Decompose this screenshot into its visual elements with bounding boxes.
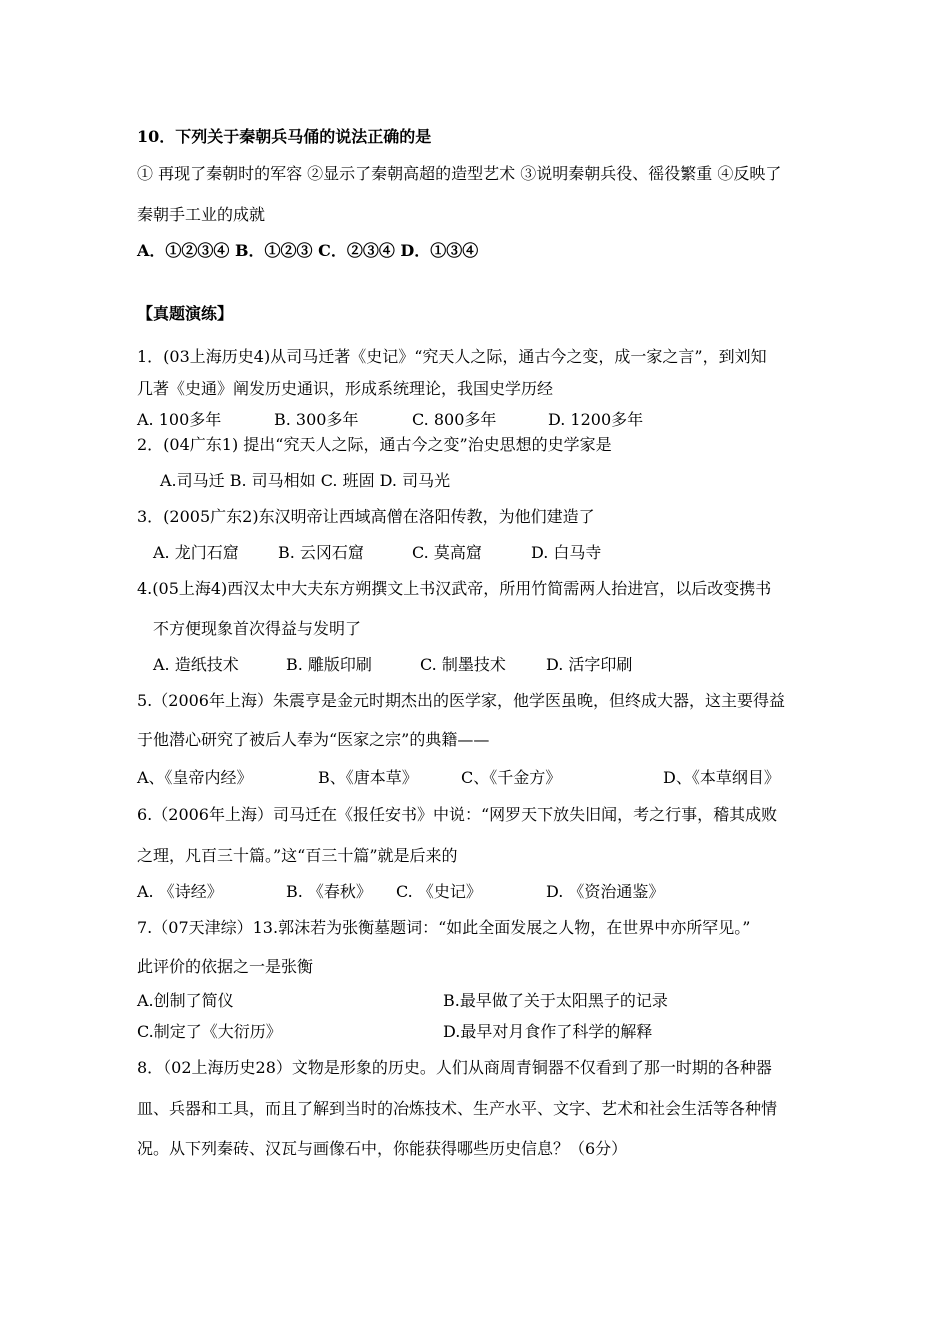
q10-items-line1: ① 再现了秦朝时的军容 ②显示了秦朝高超的造型艺术 ③说明秦朝兵役、徭役繁重 ④反映了 [137,164,782,183]
q1-option-d: D. 1200多年 [548,410,644,429]
q10-options: A．①②③④ B．①②③ C．②③④ D．①③④ [137,241,479,260]
q7-option-a: A.创制了简仪 [137,991,234,1010]
q8-line1: 8．（02上海历史28）文物是形象的历史。人们从商周青铜器不仅看到了那一时期的各种器 [137,1058,772,1077]
q6-option-d: D. 《资治通鉴》 [546,882,665,901]
q4-option-a: A. 造纸技术 [153,655,239,674]
q4-line2: 不方便现象首次得益与发明了 [153,619,362,638]
q8-line3: 况。从下列秦砖、汉瓦与画像石中，你能获得哪些历史信息？（6分） [137,1139,628,1158]
q1-line1: 1．(03上海历史4)从司马迁著《史记》“究天人之际，通古今之变，成一家之言”，到刘知 [137,347,767,366]
q5-option-a: A、《皇帝内经》 [137,768,253,787]
q2-options: A.司马迁 B. 司马相如 C. 班固 D. 司马光 [160,471,451,490]
q10-items-line2: 秦朝手工业的成就 [137,205,266,224]
q1-line2: 几著《史通》阐发历史通识，形成系统理论，我国史学历经 [137,379,554,398]
q4-option-c: C. 制墨技术 [420,655,506,674]
q7-line2: 此评价的依据之一是张衡 [137,957,314,976]
q5-line2: 于他潜心研究了被后人奉为“医家之宗”的典籍—— [137,730,490,749]
q4-option-b: B. 雕版印刷 [286,655,372,674]
q10-stem: 10．下列关于秦朝兵马俑的说法正确的是 [137,127,432,146]
q4-line1: 4.(05上海4)西汉太中大夫东方朔撰文上书汉武帝，所用竹简需两人抬进宫，以后改变携书 [137,579,772,598]
q6-option-b: B. 《春秋》 [286,882,372,901]
q7-option-c: C.制定了《大衍历》 [137,1022,282,1041]
q5-option-c: C、《千金方》 [461,768,562,787]
q3-option-a: A. 龙门石窟 [153,543,239,562]
q3-option-b: B. 云冈石窟 [278,543,364,562]
q6-line1: 6.（2006年上海）司马迁在《报任安书》中说：“网罗天下放失旧闻，考之行事，稽其成败 [137,805,778,824]
q5-option-d: D、《本草纲目》 [663,768,780,787]
q7-option-b: B.最早做了关于太阳黑子的记录 [443,991,668,1010]
q1-option-c: C. 800多年 [412,410,497,429]
q6-option-a: A. 《诗经》 [137,882,223,901]
q3-option-c: C. 莫高窟 [412,543,482,562]
q4-option-d: D. 活字印刷 [546,655,633,674]
q3-line1: 3．(2005广东2)东汉明帝让西域高僧在洛阳传教，为他们建造了 [137,507,595,526]
q1-option-b: B. 300多年 [274,410,359,429]
q6-line2: 之理，凡百三十篇。”这“百三十篇”就是后来的 [137,846,458,865]
q5-line1: 5.（2006年上海）朱震亨是金元时期杰出的医学家，他学医虽晚，但终成大器，这主要得益 [137,691,785,710]
q7-option-d: D.最早对月食作了科学的解释 [443,1022,653,1041]
q6-option-c: C. 《史记》 [396,882,482,901]
q8-line2: 皿、兵器和工具，而且了解到当时的冶炼技术、生产水平、文字、艺术和社会生活等各种情 [137,1099,778,1118]
q3-option-d: D. 白马寺 [531,543,602,562]
section-title: 【真题演练】 [137,304,234,323]
q7-line1: 7.（07天津综）13.郭沫若为张衡墓题词：“如此全面发展之人物，在世界中亦所罕见。” [137,918,751,937]
q5-option-b: B、《唐本草》 [318,768,418,787]
q2-line1: 2．(04广东1) 提出“究天人之际，通古今之变”治史思想的史学家是 [137,435,612,454]
q1-option-a: A. 100多年 [137,410,222,429]
